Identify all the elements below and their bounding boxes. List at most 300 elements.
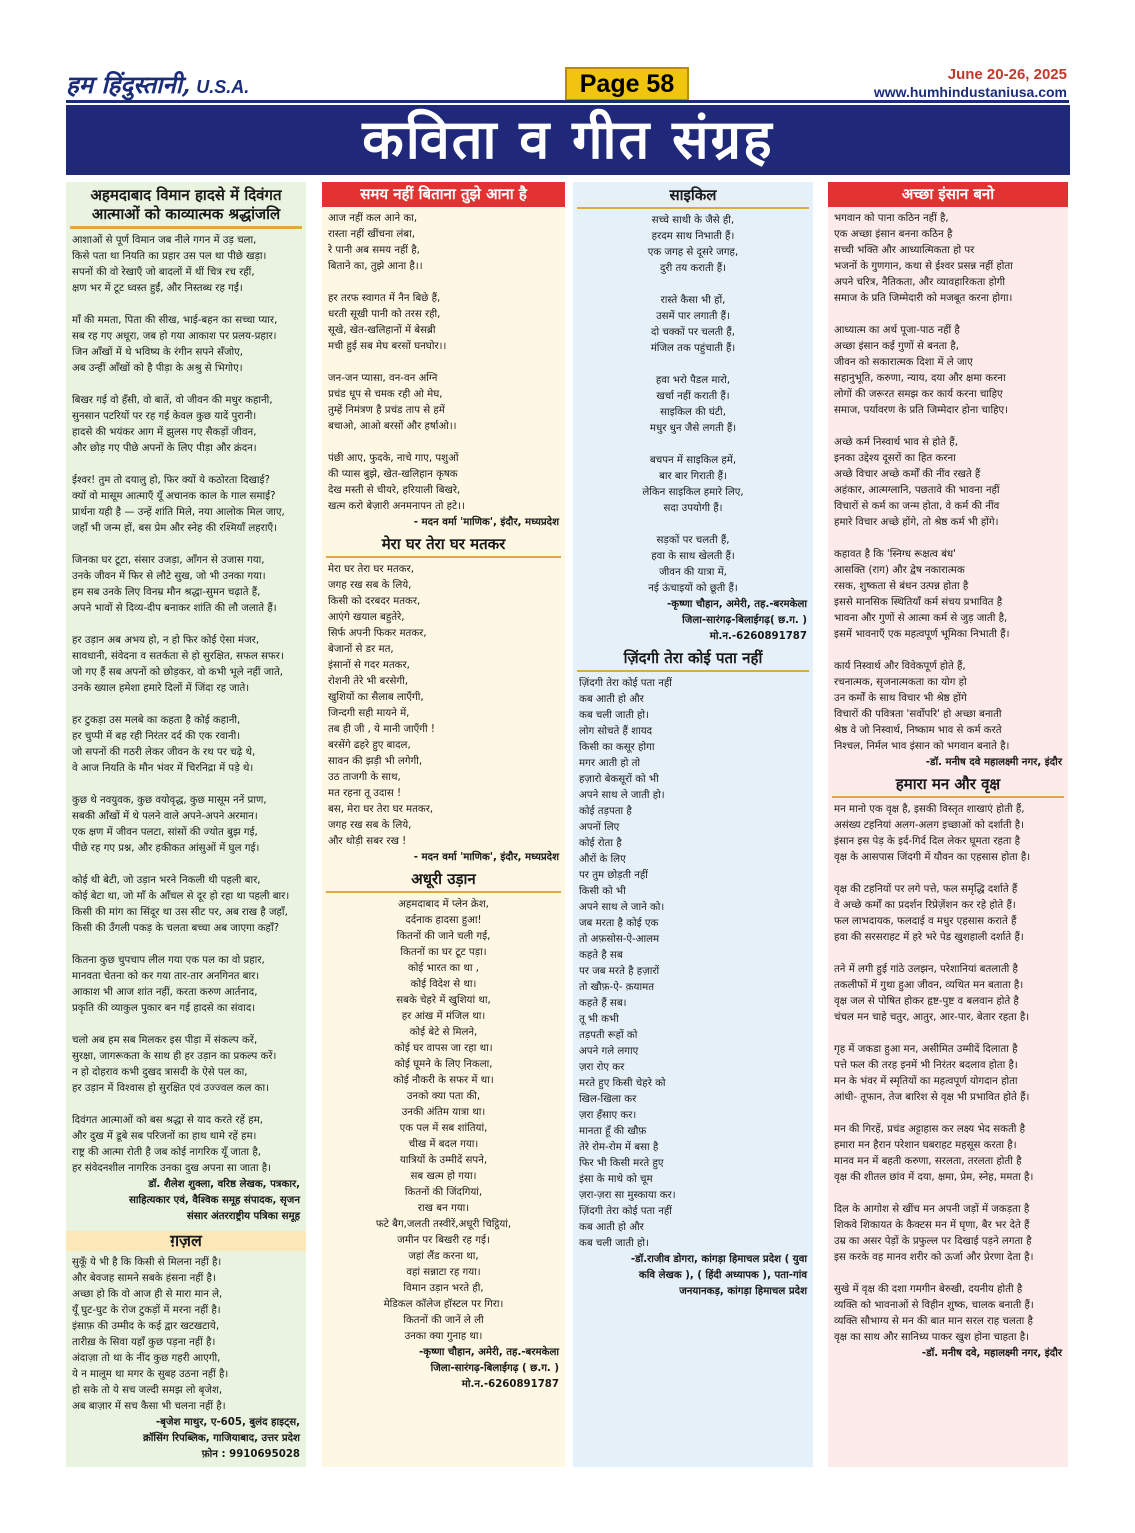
- poem-line: वृक्ष जल से पोषित होकर हृष्ट-पुष्ट व बलवान होते है: [834, 996, 1019, 1007]
- poem-line: बार बार गिराती हैं।: [659, 471, 727, 482]
- poem-body-samay: [322, 211, 565, 515]
- poem-line: हर तरफ स्वागत में नैन बिछे हैं,: [328, 293, 441, 304]
- poem-line: मंजिल तक पहुंचाती हैं।: [650, 343, 736, 354]
- signature-line: संसार अंतरराष्ट्रीय पत्रिका समूह: [186, 1211, 300, 1222]
- poem-line: जब मरता है कोई एक: [579, 918, 659, 929]
- poem-line: यात्रियों के उम्मीदें सपने,: [399, 1155, 488, 1166]
- poem-line: बस, मेरा घर तेरा घर मतकर,: [328, 804, 434, 815]
- poem-line: फिर भी किसी मरते हुए: [579, 1158, 664, 1169]
- poem-line: सूखे, खेत-खलिहानों में बेसब्री: [328, 325, 436, 336]
- poem-line: प्रकृति की व्याकुल पुकार बन गई हादसे का संवाद।: [72, 1003, 256, 1014]
- poem-line: मानता हूँ की खौफ़: [579, 1126, 647, 1137]
- poem-line: कोई घूमने के लिए निकला,: [394, 1059, 493, 1070]
- poem-body-achha-insaan: [828, 211, 1068, 755]
- poem-line: किसी को भी: [579, 886, 626, 897]
- poem-line: वहां सन्नाटा रह गया।: [406, 1267, 481, 1278]
- poem-line: अच्छा हो कि वो आज ही से मारा मान ले,: [72, 1289, 223, 1300]
- poem-line: ज़िंदगी तेरा कोई पता नहीं: [579, 678, 672, 689]
- poem-line: जहां लैंड करना था,: [408, 1251, 479, 1262]
- poem-line: मगर आती हो तो: [579, 758, 641, 769]
- poem-line: सबके चेहरे में खुशियां था,: [396, 995, 491, 1006]
- poem-line: पंछी आए, फुदके, नाचे गाए, पशुओं: [328, 453, 459, 464]
- poem-line: अपने साथ ले जाती हो।: [579, 790, 665, 801]
- poem-line: फटे बैग,जलती तस्वीरें,अधूरी चिट्ठियां,: [375, 1219, 512, 1230]
- signature-line: -कृष्णा चौहान, अमेरी, तह.-बरमकेला: [667, 599, 807, 610]
- poem-line: सुनसान पटरियों पर रह गई केवल कुछ यादें पुरानी।: [72, 411, 257, 422]
- poem-line: जिनका घर टूटा, संसार उजड़ा, आँगन से उजास गया,: [72, 555, 265, 566]
- poem-line: मानवता चेतना को कर गया तार-तार अनगिनत बार।: [72, 971, 260, 982]
- poem-line: उन कर्मों के साथ विचार भी श्रेष्ठ होंगे: [834, 693, 967, 704]
- stanza-gap: [72, 457, 300, 473]
- poem-title-tribute: अहमदाबाद विमान हादसे में दिवंगत आत्माओं को काव्यात्मक श्रद्धांजलि: [70, 186, 302, 229]
- signature-line: डॉ. शैलेश शुक्ला, वरिष्ठ लेखक, पत्रकार,: [148, 1179, 300, 1190]
- stanza-gap: [72, 537, 300, 553]
- poem-line: ये न मालूम था मगर के सुबह उठना नहीं है।: [72, 1369, 229, 1380]
- poem-line: कितनों की जिंदगियां,: [404, 1187, 483, 1198]
- poem-line: पीछे रह गए प्रश्न, और हकीकत आंसुओं में घुल गई।: [72, 843, 260, 854]
- poem-line: अच्छा इंसान कई गुणों से बनता है,: [834, 341, 959, 352]
- poem-line: मरते हुए किसी चेहरे को: [579, 1078, 666, 1089]
- poem-line: अपने भावों से दिव्य-दीप बनाकर शांति की लौ जलाते हैं।: [72, 603, 277, 614]
- poem-line: लोग सोचते हैं शायद: [579, 726, 653, 737]
- poem-body-cycle: [573, 213, 813, 597]
- poem-line: इंसानों से गदर मतकर,: [328, 660, 410, 671]
- poem-line: जीवन को सकारात्मक दिशा में ले जाए: [834, 357, 973, 368]
- poem-line: हम सब उनके लिए विनम्र मौन श्रद्धा-सुमन चढ़ाते हैं,: [72, 587, 261, 598]
- poem-line: यूँ घुट-घुट के रोज टुकड़ों में मरना नहीं है।: [72, 1305, 221, 1316]
- poem-line: सच्चे साथी के जैसे ही,: [651, 215, 735, 226]
- poem-line: अच्छे विचार अच्छे कर्मों की नींव रखते हैं: [834, 469, 981, 480]
- poem-line: बचपन में साइकिल हमें,: [649, 455, 737, 466]
- poem-line: कार्य निस्वार्थ और विवेकपूर्ण होते हैं,: [834, 661, 966, 672]
- poem-line: कितनों की जाने चली गई,: [396, 931, 491, 942]
- stanza-gap: [579, 277, 807, 293]
- page-number-badge: Page 58: [565, 67, 689, 101]
- column-2: [322, 182, 565, 1467]
- poem-line: अब उन्हीं आँखों को है पीड़ा के अश्रु से भिगोए।: [72, 363, 243, 374]
- poem-line: गृह में जकडा हुआ मन, असीमित उम्मीदें दिलाता है: [834, 1044, 1018, 1055]
- poem-body-zindagi: [573, 676, 813, 1252]
- poem-line: ज़रा-ज़रा सा मुस्काया कर।: [579, 1190, 676, 1201]
- poem-line: और छोड़ गए पीछे अपनों के लिए पीड़ा और क्रंदन।: [72, 443, 257, 454]
- stanza-gap: [72, 937, 300, 953]
- signature-line: मो.न.-6260891787: [461, 1379, 559, 1390]
- poem-line: सुखे में वृक्ष की दशा गमगीन बेरुखी, दयनीय होती है: [834, 1284, 1023, 1295]
- poem-line: अहंकार, आत्मग्लानि, पछतावे की भावना नहीं: [834, 485, 1000, 496]
- poem-line: कोई नौकरी के सफर में था।: [393, 1075, 494, 1086]
- stanza-gap: [834, 531, 1062, 547]
- poem-signature-tribute: [66, 1177, 306, 1225]
- poem-line: खत्म करो बेज़ारी अनमनापन तो हटे।।: [328, 501, 465, 512]
- poem-line: उम्र का असर पेड़ों के प्रफुल्ल पर दिखाई पड़ने लगता है: [834, 1236, 1032, 1247]
- poem-line: रोशनी तेरे भी बरसेगी,: [328, 676, 408, 687]
- poem-line: दिवंगत आत्माओं को बस श्रद्धा से याद करते रहें हम,: [72, 1115, 263, 1126]
- poem-title-samay: समय नहीं बिताना तुझे आना है: [322, 182, 565, 207]
- poem-line: कोई घर वापस जा रहा था।: [394, 1043, 493, 1054]
- poem-line: दुरी तय कराती हैं।: [660, 263, 726, 274]
- poem-title-man-aur-vriksh: हमारा मन और वृक्ष: [832, 775, 1064, 798]
- poem-line: कोई तड़पता है: [579, 806, 632, 817]
- poem-line: सड़कों पर चलती हैं,: [656, 535, 730, 546]
- poem-line: अहमदाबाद में प्लेन क्रेश,: [398, 899, 489, 910]
- poem-line: धरती सूखी पानी को तरस रही,: [328, 309, 441, 320]
- stanza-gap: [834, 643, 1062, 659]
- poem-line: मन की गिरहें, प्रचंड अट्टाहास कर लक्ष्य भेद सकती है: [834, 1124, 1026, 1135]
- poem-line: कोई थी बेटी, जो उड़ान भरने निकली थी पहली बार,: [72, 875, 261, 886]
- poem-title-gazal: ग़ज़ल: [66, 1231, 306, 1251]
- poem-line: इंसाफ़ की उम्मीद के कई द्वार खटखटाये,: [72, 1321, 220, 1332]
- poem-line: क्यों वो मासूम आत्माएँ यूँ अचानक काल के गाल समाई?: [72, 491, 276, 502]
- poem-line: ज़िंदगी तेरा कोई पता नहीं: [579, 1206, 672, 1217]
- stanza-gap: [579, 517, 807, 533]
- stanza-gap: [328, 435, 559, 451]
- poem-body-tribute: [66, 233, 306, 1177]
- poem-line: जगह रख सब के लिये,: [328, 580, 412, 591]
- poem-line: कोई बेटे से मिलने,: [409, 1027, 478, 1038]
- poem-line: हर चुप्पी में बह रही निरंतर दर्द की एक रवानी।: [72, 731, 241, 742]
- poem-line: उसमें पार लगाती हैं।: [656, 311, 730, 322]
- poem-line: कहते हैं सब।: [579, 998, 627, 1009]
- poem-line: हज़ारो बेकसूरों को भी: [579, 774, 659, 785]
- poem-line: तो अफ़सोस-ऐ-आलम: [579, 934, 660, 945]
- poem-line: एक अच्छा इंसान बनना कठिन है: [834, 229, 953, 240]
- poem-line: कोई बेटा था, जो माँ के आँचल से दूर हो रहा था पहली बार।: [72, 891, 290, 902]
- poem-line: जो सपनों की गठरी लेकर जीवन के रथ पर चढ़े थे,: [72, 747, 256, 758]
- poem-line: किसी को दरबदर मतकर,: [328, 596, 421, 607]
- poem-line: आकाश भी आज शांत नहीं, करता करुण आर्तनाद,: [72, 987, 258, 998]
- stanza-gap: [834, 1266, 1062, 1282]
- poem-line: मन मानो एक वृक्ष है, इसकी विस्तृत शाखाएं होती हैं,: [834, 804, 1025, 815]
- poem-line: न हो दोहराव कभी दुखद त्रासदी के ऐसे पल का,: [72, 1067, 248, 1078]
- poem-line: चंचल मन चाहे चतुर, आतुर, आर-पार, बेतार रहता है।: [834, 1012, 1030, 1023]
- poem-line: हमारा मन हैरान परेशान घबराहट महसूस करता है।: [834, 1140, 1017, 1151]
- poem-signature-mera-ghar: [322, 850, 565, 866]
- poem-line: उनको क्या पता की,: [406, 1091, 481, 1102]
- poem-line: अच्छे कर्म निस्वार्थ भाव से होते हैं,: [834, 437, 958, 448]
- poem-line: श्रेष्ठ वे जो निस्वार्थ, निष्काम भाव से कर्म करते: [834, 725, 1002, 736]
- poem-line: जिन्दगी सही मायने में,: [328, 708, 410, 719]
- poem-line: ज़रा रोए कर: [579, 1062, 625, 1073]
- poem-line: विचारों की पवित्रता 'सर्वोपरि' हो अच्छा बनाती: [834, 709, 1002, 720]
- poem-line: कुछ थे नवयुवक, कुछ वयोवृद्ध, कुछ मासूम ननें प्राण,: [72, 795, 267, 806]
- poem-line: बिखर गई वो हँसी, वो बातें, वो जीवन की मधुर कहानी,: [72, 395, 273, 406]
- poem-line: तकलीफों में गुथा हुआ जीवन, व्यथित मन बताता है।: [834, 980, 1024, 991]
- poem-line: बेजानों से डर मत,: [328, 644, 394, 655]
- poem-line: उनके ख्याल हमेशा हमारे दिलों में जिंदा रह जाते।: [72, 683, 250, 694]
- poem-line: बिताने का, तुझे आना है।।: [328, 261, 423, 272]
- poem-line: हरदम साथ निभाती हैं।: [651, 231, 735, 242]
- poem-line: सावधानी, संवेदना व सतर्कता से हो सुरक्षित, सफल सफर।: [72, 651, 284, 662]
- stanza-gap: [579, 357, 807, 373]
- poem-signature-zindagi: [573, 1252, 813, 1300]
- poem-title-mera-ghar: मेरा घर तेरा घर मतकर: [326, 535, 561, 558]
- signature-line: कवि लेखक ), ( हिंदी अध्यापक ), पता-गांव: [638, 1270, 807, 1281]
- poem-body-adhuri-udan: [322, 897, 565, 1345]
- poem-line: फल लाभदायक, फलदाई व मधुर एहसास कराते हैं: [834, 916, 1017, 927]
- stanza-gap: [834, 946, 1062, 962]
- poem-line: मन के भंवर में स्मृतियों का महत्वपूर्ण योगदान होता: [834, 1076, 1018, 1087]
- poem-line: की प्यास बुझे, खेत-खलिहान कृषक: [328, 469, 458, 480]
- poem-line: मधुर धुन जैसे लगती हैं।: [649, 423, 737, 434]
- poem-line: समाज के प्रति जिम्मेदारी को मजबूत करना होगा।: [834, 293, 1013, 304]
- poem-line: और थोड़ी सबर रख !: [328, 836, 407, 847]
- poem-line: सब खत्म हो गया।: [410, 1171, 477, 1182]
- poem-line: दो चक्कों पर चलती हैं,: [651, 327, 735, 338]
- stanza-gap: [328, 355, 559, 371]
- poem-line: कब आती हो और: [579, 694, 644, 705]
- signature-line: फ़ोन : 9910695028: [201, 1449, 300, 1460]
- poem-line: आसक्ति (राग) और द्वेष नकारात्मक: [834, 565, 965, 576]
- poem-line: एक जगह से दूसरे जगह,: [647, 247, 739, 258]
- poem-line: हवा की सरसराहट में हरे भरे पेड खुशहाली दर्शाते हैं।: [834, 932, 1024, 943]
- poem-line: भजनों के गुणगान, कथा से ईश्वर प्रसन्न नहीं होता: [834, 261, 1013, 272]
- poem-line: आंधी- तूफान, तेज बारिश से वृक्ष भी प्रभावित होते हैं।: [834, 1092, 1030, 1103]
- masthead-brand: [66, 68, 249, 101]
- signature-line: - मदन वर्मा 'माणिक', इंदौर, मध्यप्रदेश: [413, 517, 559, 528]
- poem-line: इस करके वह मानव शरीर को ऊर्जा और प्रेरणा देता है।: [834, 1252, 1034, 1263]
- poem-line: वे अच्छे कर्मों का प्रदर्शन रिप्रेज़ेंशन कर रहे होते हैं।: [834, 900, 1016, 911]
- poem-line: वृक्ष की टहनियों पर लगे पत्ते, फल समृद्धि दर्शाते हैं: [834, 884, 1018, 895]
- poem-line: अब बाज़ार में सच कैसा भी चलना नहीं है।: [72, 1401, 226, 1412]
- signature-line: जिला-सारंगढ़-बिलाईगढ़ ( छ.ग. ): [430, 1363, 559, 1374]
- poem-line: तड़पती रूहों को: [579, 1030, 638, 1041]
- poem-line: कोई विदेश से था।: [410, 979, 477, 990]
- column-3: [573, 182, 813, 1467]
- poem-line: रास्ता नहीं खींचना लंबा,: [328, 229, 415, 240]
- signature-line: साहित्यकार एवं, वैश्विक समूह संपादक, सृजन: [129, 1195, 300, 1206]
- poem-line: कब आती हो और: [579, 1222, 644, 1233]
- poem-line: तेरे रोम-रोम में बसा है: [579, 1142, 659, 1153]
- poem-line: सिर्फ अपनी फिकर मतकर,: [328, 628, 427, 639]
- poem-line: आशाओं से पूर्ण विमान जब नीले गगन में उड़ चला,: [72, 235, 257, 246]
- stanza-gap: [834, 866, 1062, 882]
- signature-line: जिला-सारंगढ़-बिलाईगढ़( छ.ग. ): [682, 615, 807, 626]
- poem-line: सबकी आँखों में थे पलने वाले अपने-अपने अरमान।: [72, 811, 258, 822]
- poem-line: कितनों की जानें ले ली: [403, 1315, 484, 1326]
- poem-signature-cycle: [573, 597, 813, 645]
- poem-line: हर उड़ान में विश्वास हो सुरक्षित एवं उज्ज्वल कल का।: [72, 1083, 269, 1094]
- poem-line: मानव मन में बहती करुणा, सरलता, तरलता होती है: [834, 1156, 1022, 1167]
- poem-signature-adhuri-udan: [322, 1345, 565, 1393]
- poem-line: और बेवजह सामने सबके हंसना नहीं है।: [72, 1273, 216, 1284]
- poem-signature-man-aur-vriksh: [828, 1346, 1068, 1362]
- poem-line: इनका उद्देश्य दूसरों का हित करना: [834, 453, 956, 464]
- poem-line: लेकिन साइकिल हमारे लिए,: [642, 487, 744, 498]
- poem-line: खर्चा नहीं कराती हैं।: [656, 391, 730, 402]
- poem-title-achha-insaan: अच्छा इंसान बनो: [828, 182, 1068, 207]
- poem-line: राख बन गया।: [417, 1203, 470, 1214]
- signature-line: -डॉ.राजीव डोगरा, कांगड़ा हिमाचल प्रदेश ( युवा: [630, 1254, 807, 1265]
- signature-line: मो.न.-6260891787: [709, 631, 807, 642]
- poem-line: जो गए हैं सब अपनों को छोड़कर, वो कभी भूले नहीं जाते,: [72, 667, 284, 678]
- poem-body-man-aur-vriksh: [828, 802, 1068, 1346]
- stanza-gap: [834, 307, 1062, 323]
- poem-line: कितनों का घर टूट पड़ा।: [400, 947, 487, 958]
- poem-line: जीवन की यात्रा में,: [659, 567, 727, 578]
- poem-line: कब चली जाती हो।: [579, 1238, 649, 1249]
- poem-line: जगह रख सब के लिये,: [328, 820, 412, 831]
- poem-line: व्यक्ति सौभाग्य से मन की बात मान सरल राह चलता है: [834, 1316, 1033, 1327]
- poem-line: प्रार्थना यही है — उन्हें शांति मिले, नया आलोक मिल जाए,: [72, 507, 285, 518]
- poem-title-adhuri-udan: अधूरी उड़ान: [326, 870, 561, 893]
- poem-line: विचारों से कर्म का जन्म होता, वे कर्म की नींव: [834, 501, 1000, 512]
- poem-line: अपने गले लगाए: [579, 1046, 639, 1057]
- poem-line: कोई रोता है: [579, 838, 622, 849]
- poem-line: आज नहीं कल आने का,: [328, 213, 418, 224]
- poem-line: देख मस्ती से चीयरे, हरियाली बिखरे,: [328, 485, 461, 496]
- stanza-gap: [72, 1017, 300, 1033]
- poem-line: वृक्ष के आसपास जिंदगी में यौवन का एहसास होता है।: [834, 852, 1031, 863]
- poem-line: विमान उड़ान भरते ही,: [403, 1283, 484, 1294]
- poem-line: और दुख में डूबे सब परिजनों का हाथ थामे रहें हम।: [72, 1131, 257, 1142]
- stanza-gap: [72, 697, 300, 713]
- poem-line: वृक्ष का साथ और सानिध्य पाकर खुश होना चाहता है।: [834, 1332, 1030, 1343]
- poem-line: हादसे की भयंकर आग में झुलस गए सैकड़ों जीवन,: [72, 427, 257, 438]
- stanza-gap: [72, 297, 300, 313]
- stanza-gap: [834, 1026, 1062, 1042]
- poem-line: बरसेंगे ढहरे हुए बादल,: [328, 740, 411, 751]
- poem-line: रचनात्मक, सृजनात्मकता का योग हो: [834, 677, 967, 688]
- poem-line: हर टुकड़ा उस मलबे का कहता है कोई कहानी,: [72, 715, 241, 726]
- poem-line: हवा के साथ खेलती हैं।: [651, 551, 735, 562]
- poem-line: दर्दनाक हादसा हुआ!: [405, 915, 482, 926]
- signature-line: - मदन वर्मा 'माणिक', इंदौर, मध्यप्रदेश: [413, 852, 559, 863]
- poem-line: कब चली जाती हो।: [579, 710, 649, 721]
- poem-line: खुशियों का सैलाब लाएँगी,: [328, 692, 424, 703]
- signature-line: जनयानकड़, कांगड़ा हिमाचल प्रदेश: [679, 1286, 807, 1297]
- poem-line: कहावत है कि 'स्निग्ध रूक्षत्व बंध': [834, 549, 956, 560]
- poem-line: कोई भारत का था ,: [407, 963, 480, 974]
- poem-title-cycle: साइकिल: [577, 186, 809, 209]
- poem-line: हर उड़ान अब अभय हो, न हो फिर कोई ऐसा मंजर,: [72, 635, 260, 646]
- poem-line: पर जब मरते है हज़ारों: [579, 966, 660, 977]
- signature-line: क्रॉसिंग रिपब्लिक, गाजियाबाद, उत्तर प्रदेश: [142, 1433, 300, 1444]
- poem-line: रे पानी अब समय नहीं है,: [328, 245, 420, 256]
- poem-line: पत्ते फल की तरह इनमें भी निरंतर बदलाव होता है।: [834, 1060, 1018, 1071]
- poem-line: खिल-खिला कर: [579, 1094, 637, 1105]
- poem-line: रास्ते कैसा भी हों,: [660, 295, 726, 306]
- poem-line: माँ की ममता, पिता की सीख, भाई-बहन का सच्चा प्यार,: [72, 315, 278, 326]
- poem-line: एक पल में सब शांतियां,: [399, 1123, 488, 1134]
- stanza-gap: [834, 1106, 1062, 1122]
- stanza-gap: [579, 437, 807, 453]
- poem-line: तारीख़ के सिवा यहाँ कुछ पड़ना नहीं है।: [72, 1337, 216, 1348]
- poem-line: राष्ट्र की आत्मा रोती है जब कोई नागरिक यूँ जाता है,: [72, 1147, 261, 1158]
- poem-line: वृक्ष की शीतल छांव में दया, क्षमा, प्रेम, स्नेह, ममता है।: [834, 1172, 1034, 1183]
- signature-line: -बृजेश माथुर, ए-605, बुलंद हाइट्स,: [155, 1417, 300, 1428]
- poem-line: हो सके तो ये सच जल्दी समझ लो बृजेश,: [72, 1385, 223, 1396]
- poem-line: चलो अब हम सब मिलकर इस पीड़ा में संकल्प करें,: [72, 1035, 258, 1046]
- poem-line: आएंगे खयाल बहुतेरे,: [328, 612, 405, 623]
- poem-line: भावना और गुणों से आत्मा कर्म से जुड़ जाती है,: [834, 613, 1008, 624]
- poem-line: कहते है सब: [579, 950, 623, 961]
- poem-line: साइकिल की घंटी,: [660, 407, 726, 418]
- poem-line: उनकी अंतिम यात्रा था।: [401, 1107, 486, 1118]
- poem-line: पर तुम छोड़ती नहीं: [579, 870, 648, 881]
- poem-line: लोगों की जरूरत समझ कर कार्य करना चाहिए: [834, 389, 1003, 400]
- poem-line: हमारे विचार अच्छे होंगे, तो श्रेष्ठ कर्म भी होंगे।: [834, 517, 999, 528]
- poem-line: उनके जीवन में फिर से लौटे सुख, जो भी उनका गया।: [72, 571, 266, 582]
- poem-line: नई ऊंचाइयों को छूती हैं।: [648, 583, 738, 594]
- poem-line: निश्चल, निर्मल भाव इंसान को भगवान बनाते है।: [834, 741, 1010, 752]
- poem-line: हर आंख में मंजिल था।: [401, 1011, 486, 1022]
- poem-line: सुकूँ ये भी है कि किसी से मिलना नहीं है।: [72, 1257, 222, 1268]
- stanza-gap: [834, 1186, 1062, 1202]
- poem-line: क्षण भर में टूट ध्वस्त हुईं, और निस्तब्ध रह गईं।: [72, 283, 243, 294]
- signature-line: -कृष्णा चौहान, अमेरी, तह.-बरमकेला: [419, 1347, 559, 1358]
- poem-line: सावन की झड़ी भी लगेगी,: [328, 756, 423, 767]
- poem-line: इससे मानसिक स्थितियाँ कर्म संचय प्रभावित है: [834, 597, 1003, 608]
- poem-line: सहानुभूति, करुणा, न्याय, दया और क्षमा करना: [834, 373, 1006, 384]
- poem-line: प्रचंड धूप से चमक रही ओ मेघ,: [328, 389, 443, 400]
- poem-line: जन-जन प्यासा, वन-वन अग्नि: [328, 373, 438, 384]
- signature-line: -डॉ. मनीष दवे महालक्ष्मी नगर, इंदौर: [925, 757, 1062, 768]
- poem-signature-gazal: [66, 1415, 306, 1463]
- poem-line: आध्यात्म का अर्थ पूजा-पाठ नहीं है: [834, 325, 960, 336]
- website-link[interactable]: www.humhindustaniusa.com: [873, 84, 1067, 100]
- poem-line: सुरक्षा, जागरूकता के साथ ही हर उड़ान का प्रकल्प करें।: [72, 1051, 277, 1062]
- poem-line: तुम्हें निमंत्रण है प्रचंड ताप से हमें: [328, 405, 445, 416]
- column-4: [828, 182, 1068, 1467]
- stanza-gap: [72, 617, 300, 633]
- poem-line: इसमें भावनाएँ एक महत्वपूर्ण भूमिका निभाती हैं।: [834, 629, 1010, 640]
- poem-line: तने में लगी हुई गांठे उलझन, परेशानियां बतलाती है: [834, 964, 1018, 975]
- stanza-gap: [72, 857, 300, 873]
- issue-date: June 20-26, 2025: [947, 66, 1067, 83]
- poem-line: कितना कुछ चुपचाप लील गया एक पल का वो प्रहार,: [72, 955, 265, 966]
- poem-line: जहाँ भी जन्म हों, बस प्रेम और स्नेह की रश्मियाँ लहराएँ।: [72, 523, 277, 534]
- poem-line: व्यक्ति को भावनाओं से विहीन शुष्क, चालक बनाती हैं।: [834, 1300, 1034, 1311]
- poem-line: जमीन पर बिखरी रह गई।: [397, 1235, 490, 1246]
- poem-line: किसे पता था नियति का प्रहार उस पल था पीछे खड़ा।: [72, 251, 267, 262]
- stanza-gap: [72, 777, 300, 793]
- poem-line: किसी की उँगली पकड़ के चलता बच्चा अब जाएगा कहाँ?: [72, 923, 280, 934]
- poem-line: समाज, पर्यावरण के प्रति जिम्मेदार होना चाहिए।: [834, 405, 1008, 416]
- brand-name: हम हिंदुस्तानी,: [66, 70, 191, 99]
- poem-line: ज़रा हँसाए कर।: [579, 1110, 637, 1121]
- poem-line: अंदाज़ा तो था के नींद कुछ गहरी आएगी,: [72, 1353, 221, 1364]
- poem-line: मेडिकल कॉलेज हॉस्टल पर गिरा।: [383, 1299, 504, 1310]
- poem-line: किसी का कसूर होगा: [579, 742, 655, 753]
- stanza-gap: [72, 377, 300, 393]
- stanza-gap: [72, 1097, 300, 1113]
- poem-line: मेरा घर तेरा घर मतकर,: [328, 564, 414, 575]
- stanza-gap: [834, 419, 1062, 435]
- poem-line: एक क्षण में जीवन पलटा, सांसों की ज्योत बुझ गई,: [72, 827, 258, 838]
- poem-line: हर संवेदनशील नागरिक उनका दुख अपना सा जाता है।: [72, 1163, 271, 1174]
- poem-line: तब ही जी , ये मानी जाएँगी !: [328, 724, 435, 735]
- poem-line: सपनों की वो रेखाएँ जो बादलों में थीं चित्र रच रहीं,: [72, 267, 255, 278]
- poem-line: दिल के आगोश से खींच मन अपनी जड़ों में जकड़ता है: [834, 1204, 1030, 1215]
- poem-line: अपनों लिए: [579, 822, 620, 833]
- header-divider: [66, 100, 1069, 103]
- poem-line: उनका क्या गुनाह था।: [404, 1331, 483, 1342]
- poem-line: अपने चरित्र, नैतिकता, और व्यावहारिकता होगी: [834, 277, 1005, 288]
- poem-line: सदा उपयोगी हैं।: [663, 503, 723, 514]
- poem-signature-samay: [322, 515, 565, 531]
- poem-line: शिकवे शिकायत के कैक्टस मन में घृणा, बैर भर देते हैं: [834, 1220, 1030, 1231]
- poem-line: जिन आँखों में थे भविष्य के रंगीन सपने सँजोए,: [72, 347, 244, 358]
- poem-line: इंसान इस पेड़ के इर्द-गिर्द दिल लेकर घूमता रहता है: [834, 836, 1020, 847]
- signature-line: -डॉ. मनीष दवे, महालक्ष्मी नगर, इंदौर: [921, 1348, 1062, 1359]
- poem-line: तू भी कभी: [579, 1014, 619, 1025]
- poem-line: भगवान को पाना कठिन नहीं है,: [834, 213, 949, 224]
- poem-line: असंख्य टहनियां अलग-अलग इच्छाओं को दर्शाती है।: [834, 820, 1024, 831]
- poem-line: औरों के लिए: [579, 854, 626, 865]
- poem-body-gazal: [66, 1255, 306, 1415]
- poem-line: सब रह गए अधूरा, जब हो गया आकाश पर प्रलय-प्रहार।: [72, 331, 277, 342]
- poem-line: मची हुई सब मेघ बरसों घनघोर।।: [328, 341, 447, 352]
